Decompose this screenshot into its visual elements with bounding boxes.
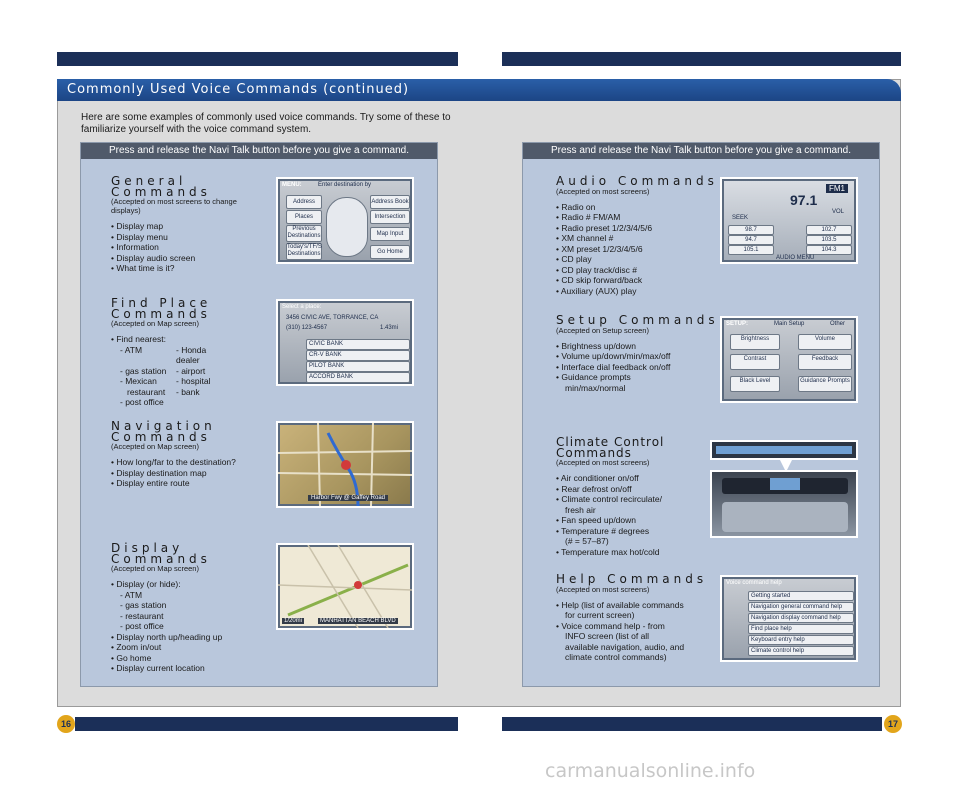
- screen-row: CR-V BANK: [306, 350, 410, 361]
- list-item: • Display entire route: [111, 478, 190, 488]
- setup-tab: Other: [830, 321, 846, 327]
- list-item: • Interface dial feedback on/off: [556, 361, 671, 372]
- map-roads-icon: [278, 423, 412, 506]
- section-title: Navigation Commands: [111, 419, 216, 444]
- display-map-image: [276, 543, 414, 630]
- navigation-map-image: [276, 421, 414, 508]
- help-row: Navigation general command help: [748, 602, 854, 612]
- list-item: • Radio on: [556, 201, 596, 212]
- list-item: • Help (list of available commands: [556, 599, 684, 610]
- title-bar: [57, 79, 901, 101]
- list-item: min/max/normal: [565, 382, 626, 393]
- section-sub: (Accepted on Setup screen): [556, 325, 649, 335]
- menu-screen-image: [276, 177, 414, 264]
- list-item: • Display destination map: [111, 467, 207, 478]
- setup-option: Volume: [798, 334, 852, 350]
- section-title: Climate Control Commands: [556, 435, 665, 460]
- section-sub: (Accepted on Map screen): [111, 564, 199, 573]
- list-item: • Climate control recirculate/: [556, 494, 662, 504]
- list-item: • Zoom in/out: [111, 642, 162, 652]
- help-commands-section: [556, 574, 726, 663]
- panel-heading: Press and release the Navi Talk button before you give a command.: [523, 143, 879, 159]
- screen-row: PILOT BANK: [306, 361, 410, 372]
- panel-heading: Press and release the Navi Talk button before you give a command.: [81, 143, 437, 159]
- dial-icon: [326, 197, 368, 257]
- list-item: - airport: [176, 365, 206, 376]
- list-item: • Display audio screen: [111, 252, 196, 263]
- audio-band: FM1: [826, 184, 848, 193]
- list-item: - post office: [120, 621, 164, 631]
- help-row: Navigation display command help: [748, 613, 854, 623]
- setup-option: Brightness: [730, 334, 780, 350]
- section-sub: (Accepted on most screens): [556, 186, 650, 196]
- help-row: Climate control help: [748, 646, 854, 656]
- screen-distance: 1.43mi: [380, 325, 399, 331]
- screen-row: ACCORD BANK: [306, 372, 410, 383]
- setup-option: Contrast: [730, 354, 780, 370]
- list-item: - restaurant: [120, 610, 164, 621]
- setup-commands-section: [556, 315, 726, 393]
- list-item: • Rear defrost on/off: [556, 483, 632, 494]
- screen-head: Voice command help: [726, 580, 782, 586]
- section-sub: (Accepted on most screens): [556, 584, 650, 594]
- list-item: • Auxiliary (AUX) play: [556, 285, 637, 296]
- audio-preset: 104.3: [806, 245, 852, 255]
- screen-button: Go Home: [370, 245, 410, 259]
- climate-lcd-icon: [770, 478, 800, 490]
- climate-lcd-icon: [716, 446, 852, 454]
- list-item: restaurant: [127, 386, 166, 397]
- list-item: • Information: [111, 242, 159, 252]
- place-screen-image: [276, 299, 414, 386]
- screen-row: CIVIC BANK: [306, 339, 410, 350]
- list-item: • XM channel #: [556, 233, 614, 243]
- list-item: available navigation, audio, and: [565, 641, 685, 652]
- audio-vol: VOL: [832, 209, 845, 215]
- screen-button: Intersection: [370, 210, 410, 224]
- list-item: • Fan speed up/down: [556, 515, 637, 525]
- setup-screen-image: [720, 316, 858, 403]
- intro-text: Here are some examples of commonly used voice commands. Try some of these to familiarize yourself with the voice command system.: [81, 112, 451, 135]
- map-roads-icon: [278, 545, 412, 628]
- map-street: Harbor Fwy @ Gaffey Road: [308, 495, 388, 501]
- section-title: Help Commands: [556, 572, 708, 586]
- page-number-left: 16: [57, 715, 75, 733]
- list-item: • Air conditioner on/off: [556, 473, 639, 483]
- watermark: carmanualsonline.info: [545, 760, 756, 782]
- list-item: for current screen): [565, 610, 635, 620]
- screen-head: Enter destination by: [318, 182, 372, 188]
- list-item: - hospital: [176, 376, 211, 386]
- find-place-commands-section: [111, 298, 281, 408]
- screen-button: Address: [286, 195, 322, 209]
- screen-tag: SETUP:: [726, 321, 749, 327]
- control-buttons-icon: [722, 502, 848, 532]
- list-item: - ATM: [120, 344, 143, 355]
- section-title: Display Commands: [111, 541, 211, 566]
- display-commands-section: [111, 543, 281, 674]
- list-item: INFO screen (list of all: [565, 631, 650, 641]
- list-item: • How long/far to the destination?: [111, 457, 236, 467]
- list-item: • XM preset 1/2/3/4/5/6: [556, 243, 643, 254]
- list-item: climate control commands): [565, 652, 667, 662]
- audio-preset: 98.7: [728, 225, 774, 235]
- audio-commands-section: [556, 176, 726, 296]
- screen-button: Previous Destinations: [286, 225, 322, 242]
- list-item: - bank: [176, 386, 200, 397]
- list-item: • Find nearest:: [111, 334, 166, 344]
- setup-tab: Main Setup: [774, 321, 805, 327]
- list-item: - Honda dealer: [176, 344, 207, 365]
- screen-button: Map Input: [370, 227, 410, 241]
- section-sub: (Accepted on Map screen): [111, 319, 199, 328]
- section-title: Setup Commands: [556, 313, 719, 327]
- map-street: MANHATTAN BEACH BLVD: [320, 618, 396, 624]
- list-item: • Radio preset 1/2/3/4/5/6: [556, 222, 653, 233]
- section-sub: (Accepted on most screens): [556, 458, 650, 467]
- setup-option: Black Level: [730, 376, 780, 392]
- audio-preset: 105.1: [728, 245, 774, 255]
- list-item: • Guidance prompts: [556, 372, 631, 382]
- climate-display-image: [710, 440, 858, 460]
- list-item: • Display menu: [111, 231, 168, 242]
- list-item: • Temperature max hot/cold: [556, 546, 660, 557]
- list-item: fresh air: [565, 504, 596, 515]
- list-item: • Voice command help - from: [556, 620, 665, 631]
- audio-frequency: 97.1: [790, 192, 818, 208]
- map-scale: 1/20mi: [284, 618, 303, 624]
- audio-preset: 103.5: [806, 235, 852, 245]
- screen-button: Today's/TF/S Destinations: [286, 243, 322, 260]
- page-title: Commonly Used Voice Commands (continued): [67, 82, 410, 97]
- general-commands-section: [111, 176, 281, 274]
- audio-preset: 94.7: [728, 235, 774, 245]
- list-item: • Volume up/down/min/max/off: [556, 351, 671, 361]
- audio-seek: SEEK: [732, 215, 749, 221]
- list-item: (# = 57–87): [565, 536, 609, 546]
- navigation-commands-section: [111, 421, 281, 489]
- screen-address: 3456 CIVIC AVE, TORRANCE, CA: [286, 315, 379, 321]
- list-item: • What time is it?: [111, 263, 175, 273]
- section-title: General Commands: [111, 174, 211, 199]
- list-item: • Brightness up/down: [556, 340, 636, 351]
- top-bar-right: [502, 52, 901, 66]
- help-row: Find place help: [748, 624, 854, 634]
- list-item: • CD play track/disc #: [556, 264, 637, 275]
- list-item: • Display (or hide):: [111, 579, 181, 589]
- setup-option: Guidance Prompts: [798, 376, 852, 392]
- section-title: Audio Commands: [556, 174, 718, 188]
- bottom-bar-left: [75, 717, 458, 731]
- top-bar-left: [57, 52, 458, 66]
- list-item: • Temperature # degrees: [556, 525, 650, 536]
- screen-tag: MENU:: [282, 182, 302, 188]
- list-item: - gas station: [120, 600, 167, 610]
- screen-button: Address Book: [370, 195, 410, 209]
- section-sub: (Accepted on Map screen): [111, 442, 199, 451]
- list-item: • CD play: [556, 254, 592, 264]
- list-item: • Radio # FM/AM: [556, 212, 621, 222]
- section-title: Find Place Commands: [111, 296, 212, 321]
- help-row: Keyboard entry help: [748, 635, 854, 645]
- section-sub: (Accepted on most screens to change displays): [111, 197, 237, 215]
- screen-head: Select a place:: [282, 304, 322, 310]
- help-row: Getting started: [748, 591, 854, 601]
- setup-option: Feedback: [798, 354, 852, 370]
- list-item: - ATM: [120, 589, 143, 600]
- list-item: • Display map: [111, 221, 164, 231]
- list-item: • Go home: [111, 652, 152, 663]
- audio-preset: 102.7: [806, 225, 852, 235]
- help-screen-image: [720, 575, 858, 662]
- list-item: • Display north up/heading up: [111, 631, 223, 642]
- screen-phone: (310) 123-4567: [286, 325, 328, 331]
- audio-screen-image: [720, 177, 858, 264]
- climate-panel-image: [710, 470, 858, 538]
- list-item: • Display current location: [111, 663, 205, 673]
- audio-menu: AUDIO MENU: [776, 255, 815, 261]
- page-number-right: 17: [884, 715, 902, 733]
- screen-button: Places: [286, 210, 322, 224]
- list-item: • CD skip forward/back: [556, 275, 643, 285]
- list-item: - gas station: [120, 365, 167, 376]
- climate-commands-section: [556, 437, 726, 557]
- bottom-bar-right: [502, 717, 882, 731]
- list-item: - post office: [120, 397, 164, 407]
- list-item: - Mexican: [120, 376, 157, 386]
